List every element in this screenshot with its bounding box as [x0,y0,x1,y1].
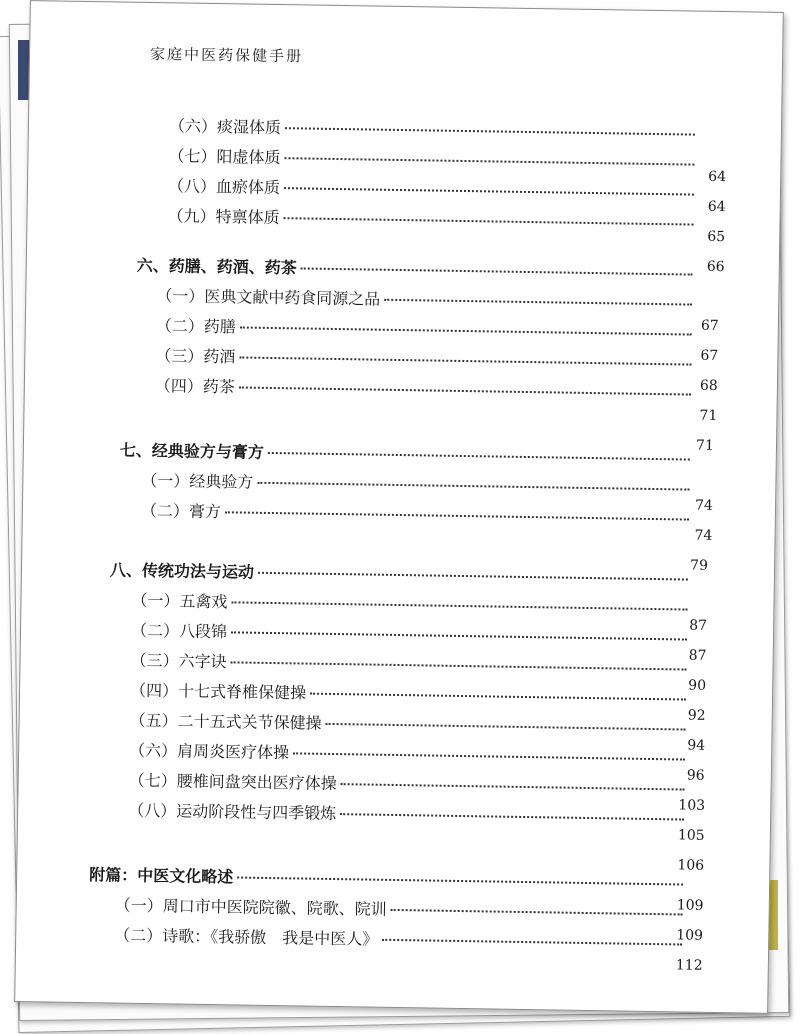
toc-page [14,0,784,1014]
page-number: 109 [676,927,704,944]
page-number: 79 [689,557,709,574]
toc-entry: （九）特禀体质 [167,203,697,234]
page-number: 74 [694,497,714,514]
toc-entry: （一）五禽戏 [131,588,691,620]
toc-entry: （四）药茶 [155,373,695,404]
toc-section: 八、传统功法与运动 [110,557,692,589]
page-number: 105 [677,827,705,844]
page-number: 87 [688,647,707,664]
page-number: 71 [695,437,714,454]
toc-entry: （七）腰椎间盘突出医疗体操 [129,768,689,800]
toc-entry: （一）经典验方 [141,468,693,500]
toc-entry: （七）阳虚体质 [168,143,698,174]
toc-entry: （六）痰湿体质 [169,113,699,144]
page-number: 65 [707,228,726,246]
page-number: 66 [706,258,725,276]
toc-entry: （三）药酒 [155,343,695,374]
toc-entry: （二）膏方 [141,498,693,530]
page-number: 64 [707,198,726,216]
toc-entry: （二）八段锦 [131,618,691,650]
page-number: 103 [678,797,706,814]
page-number: 109 [676,897,704,914]
toc-section: 附篇：中医文化略述 [89,862,687,894]
page-number: 87 [689,617,708,634]
page-number: 74 [694,527,713,544]
page-number: 71 [699,407,718,424]
toc-entry: （五）二十五式关节保健操 [129,708,689,740]
page-number: 67 [700,347,719,364]
page-number: 112 [675,957,703,974]
toc-entry: （一）周口市中医院院徽、院歌、院训 [115,893,687,925]
toc-entry: （八）运动阶段性与四季锻炼 [128,798,688,830]
page-number: 64 [708,168,727,186]
toc-entry: （八）血瘀体质 [168,173,698,204]
page-number: 92 [687,707,706,724]
toc-entry: （六）肩周炎医疗体操 [129,738,689,770]
toc-section: 七、经典验方与膏方 [120,438,694,470]
running-head: 家庭中医药保健手册 [149,45,304,66]
page-number: 68 [699,377,718,394]
toc-entry: （三）六字诀 [130,648,690,680]
page-number: 94 [687,737,706,754]
toc-entry: （一）医典文献中药食同源之品 [156,283,696,314]
toc-section: 六、药膳、药酒、药茶 [137,253,697,285]
page-number: 106 [677,857,705,874]
page-number: 67 [700,317,719,334]
toc-entry: （四）十七式脊椎保健操 [130,678,690,710]
toc-entry: （二）诗歌：《我骄傲 我是中医人》 [114,923,686,955]
page-number: 96 [686,767,705,784]
toc-entry: （二）药膳 [156,313,696,344]
page-number: 90 [688,677,707,694]
